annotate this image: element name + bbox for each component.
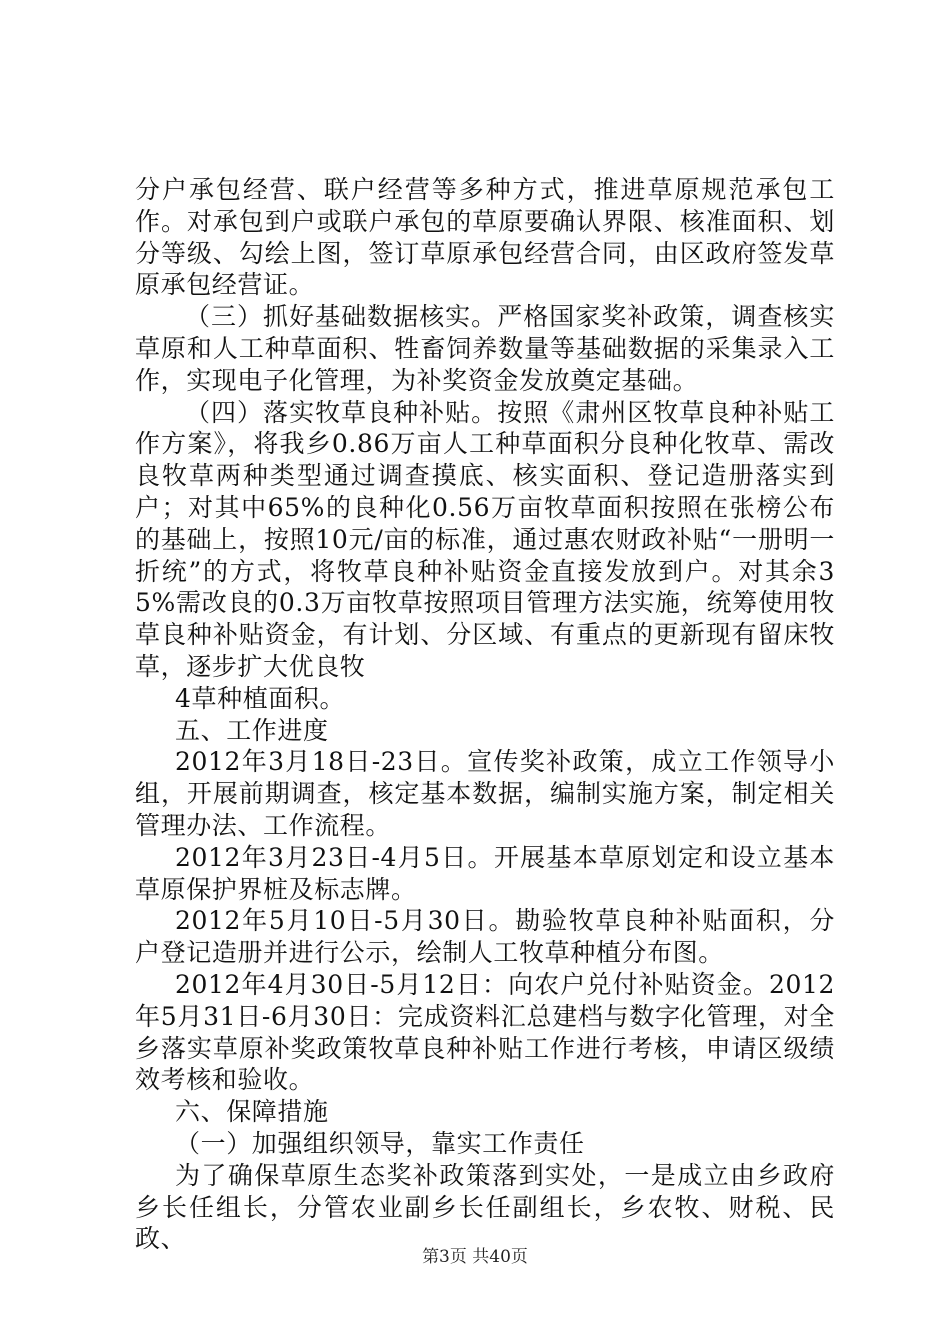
- paragraph-leadership-group: 为了确保草原生态奖补政策落到实处，一是成立由乡政府乡长任组长，分管农业副乡长任副组长，乡农牧、财税、民政、: [135, 1160, 835, 1254]
- paragraph-schedule-march-23: 2012年3月23日-4月5日。开展基本草原划定和设立基本草原保护界桩及标志牌。: [135, 842, 835, 904]
- paragraph-planting-area-fragment: 4草种植面积。: [175, 683, 346, 713]
- paragraph-section-4-seed-subsidy: （四）落实牧草良种补贴。按照《肃州区牧草良种补贴工作方案》，将我乡0.86万亩人工种草面积分良种化牧草、需改良牧草两种类型通过调查摸底、核实面积、登记造册落实到户；对其中65%的良种化0.56万亩牧草面积按照在张榜公布的基础上，按照10元/亩的标准，通过惠农财政补贴“一册明一折统”的方式，将牧草良种补贴资金直接发放到户。对其余35%需改良的0.3万亩牧草按照项目管理方法实施，统筹使用牧草良种补贴资金，有计划、分区域、有重点的更新现有留床牧草，逐步扩大优良牧: [135, 397, 835, 681]
- paragraph-schedule-may-10: 2012年5月10日-5月30日。勘验牧草良种补贴面积，分户登记造册并进行公示，绘制人工牧草种植分布图。: [135, 906, 835, 968]
- paragraph-contract-methods: 分户承包经营、联户经营等多种方式，推进草原规范承包工作。对承包到户或联户承包的草原要确认界限、核准面积、划分等级、勾绘上图，签订草原承包经营合同，由区政府签发草原承包经营证。: [135, 175, 835, 300]
- paragraph-section-3-data-verification: （三）抓好基础数据核实。严格国家奖补政策，调查核实草原和人工种草面积、牲畜饲养数量等基础数据的采集录入工作，实现电子化管理，为补奖资金发放奠定基础。: [135, 302, 835, 395]
- document-body: [135, 174, 835, 1255]
- paragraph-schedule-april-30: 2012年4月30日-5月12日：向农户兑付补贴资金。2012年5月31日-6月30日：完成资料汇总建档与数字化管理，对全乡落实草原补奖政策牧草良种补贴工作进行考核，申请区级绩效考核和验收。: [135, 969, 835, 1095]
- page-footer: 第3页 共40页: [422, 1247, 528, 1267]
- heading-safeguard-measures: 六、保障措施: [175, 1097, 329, 1127]
- heading-work-progress: 五、工作进度: [175, 715, 329, 745]
- paragraph-schedule-march-18: 2012年3月18日-23日。宣传奖补政策，成立工作领导小组，开展前期调查，核定基本数据，编制实施方案，制定相关管理办法、工作流程。: [135, 747, 835, 840]
- subheading-organization-leadership: （一）加强组织领导，靠实工作责任: [175, 1128, 585, 1158]
